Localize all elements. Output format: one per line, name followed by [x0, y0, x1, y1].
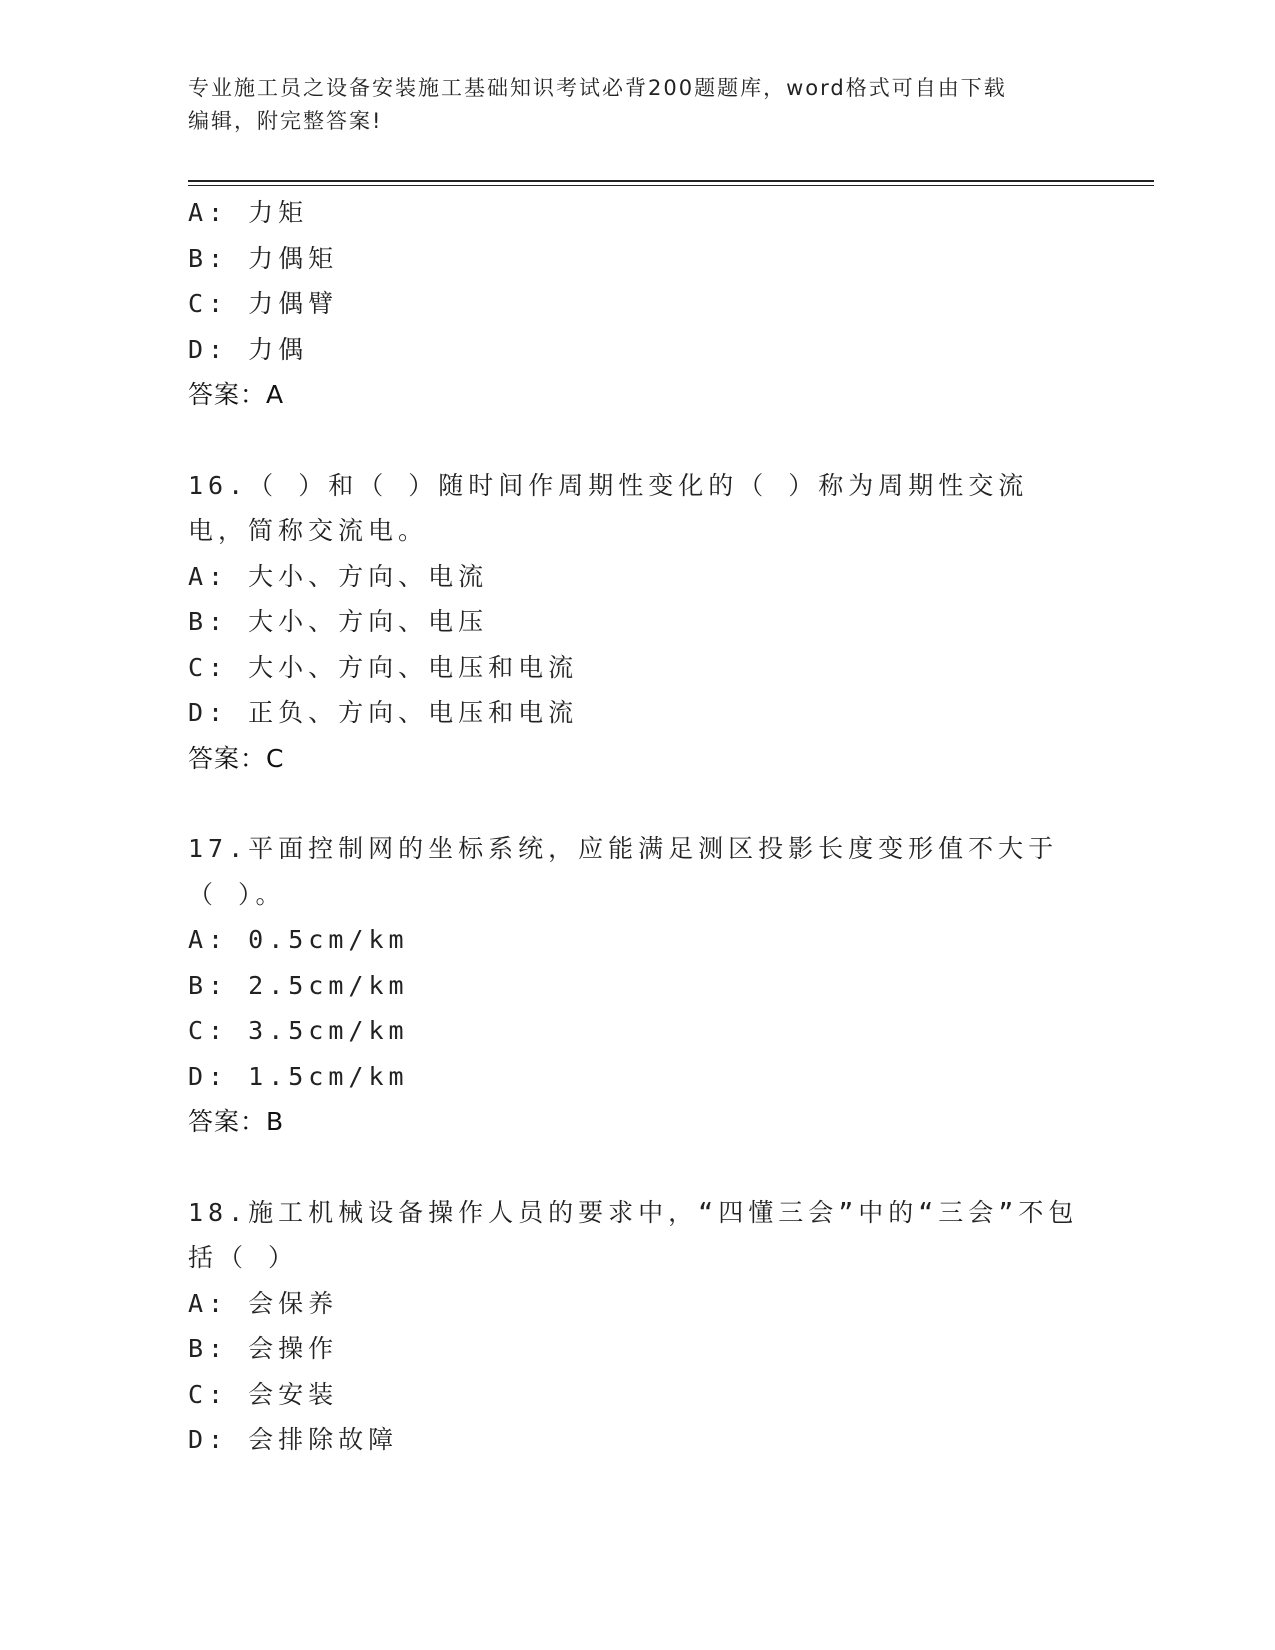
option-b: B: 会操作 — [188, 1334, 339, 1363]
option-a: A: 会保养 — [188, 1288, 339, 1318]
option-d: D: 正负、方向、电压和电流 — [188, 698, 579, 727]
question-spacer — [188, 418, 1088, 463]
option-d: D: 1.5cm/km — [188, 1061, 409, 1091]
option-b: B: 2.5cm/km — [188, 970, 409, 1000]
question-16 — [188, 463, 1088, 782]
header-rule-thin — [188, 185, 1154, 186]
option-c: C: 大小、方向、电压和电流 — [188, 652, 579, 682]
answer-line: 答案：A — [188, 380, 285, 409]
question-text: 17.平面控制网的坐标系统，应能满足测区投影长度变形值不大于（ ）。 — [188, 834, 1059, 909]
question-list — [188, 190, 1088, 1463]
answer-line: 答案：C — [188, 743, 285, 773]
option-c: C: 会安装 — [188, 1379, 339, 1409]
header-rule-thick — [188, 180, 1154, 182]
option-a: A: 力矩 — [188, 198, 309, 227]
document-header — [188, 72, 1088, 138]
question-18 — [188, 1190, 1088, 1463]
question-spacer — [188, 781, 1088, 826]
question-text: 16.（ ）和（ ）随时间作周期性变化的（ ）称为周期性交流电，简称交流电。 — [188, 470, 1029, 545]
question-15 — [188, 190, 1088, 418]
question-text: 18.施工机械设备操作人员的要求中，“四懂三会”中的“三会”不包括（ ） — [188, 1197, 1079, 1272]
option-a: A: 0.5cm/km — [188, 925, 409, 954]
option-c: C: 力偶臂 — [188, 289, 339, 318]
header-title-line-1: 专业施工员之设备安装施工基础知识考试必背200题题库，word格式可自由下载 — [188, 76, 1007, 100]
option-c: C: 3.5cm/km — [188, 1016, 409, 1045]
question-17 — [188, 826, 1088, 1145]
question-spacer — [188, 1145, 1088, 1190]
option-b: B: 大小、方向、电压 — [188, 607, 489, 636]
option-d: D: 力偶 — [188, 334, 309, 364]
option-a: A: 大小、方向、电流 — [188, 561, 489, 591]
option-d: D: 会排除故障 — [188, 1425, 399, 1454]
answer-line: 答案：B — [188, 1107, 285, 1136]
header-title-line-2: 编辑，附完整答案! — [188, 109, 383, 133]
option-b: B: 力偶矩 — [188, 243, 339, 273]
